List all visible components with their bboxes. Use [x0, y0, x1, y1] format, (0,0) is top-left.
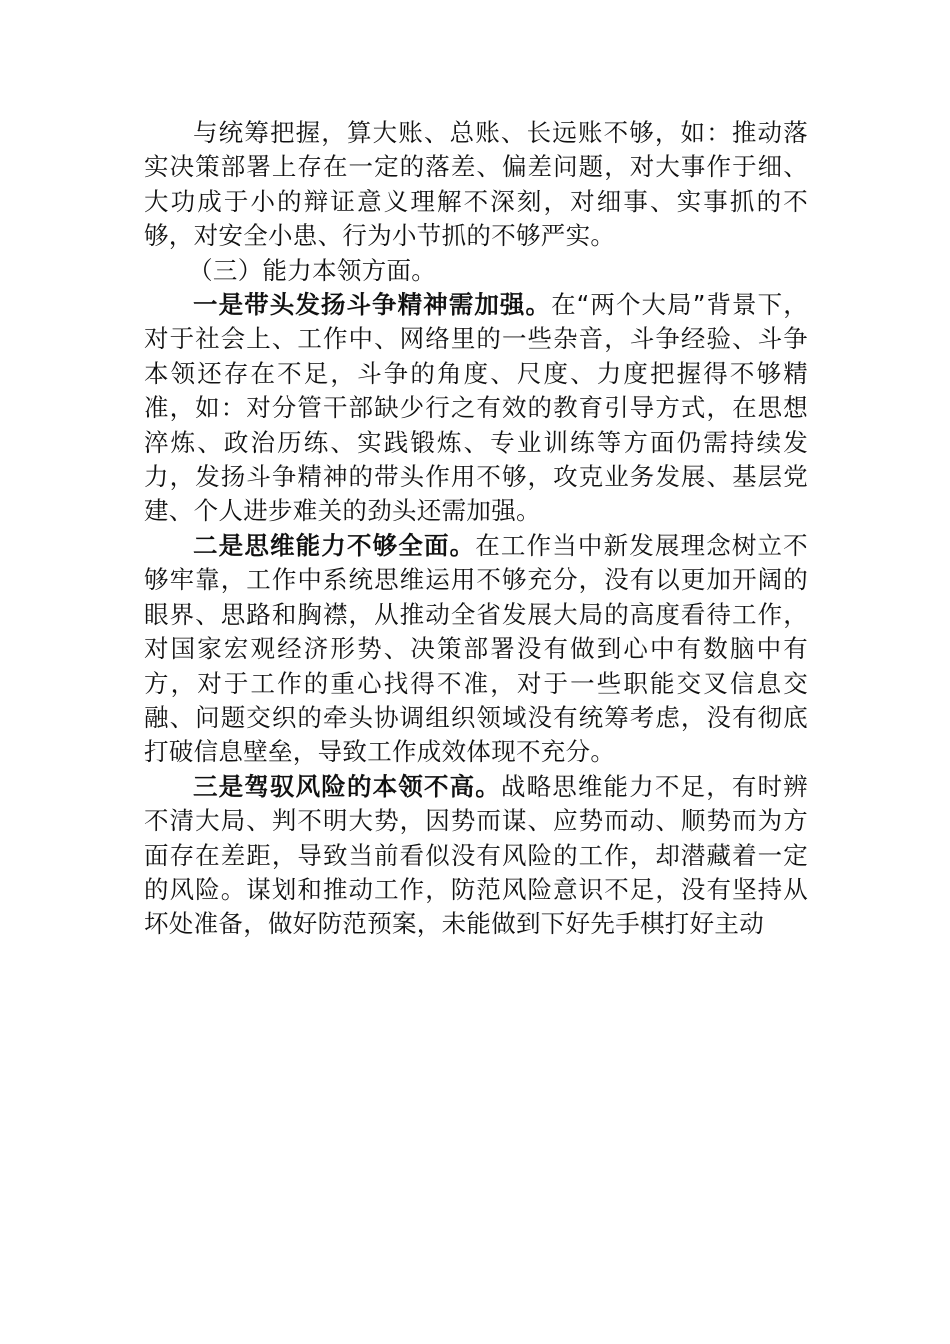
paragraph-thinking-ability	[144, 529, 808, 770]
paragraph-struggle-spirit	[144, 288, 808, 529]
section-heading-ability	[144, 254, 808, 288]
paragraph-text: 与统筹把握，算大账、总账、长远账不够，如：推动落实决策部署上存在一定的落差、偏差问题，对大事作于细、大功成于小的辩证意义理解不深刻，对细事、实事抓的不够，对安全小患、行为小节抓的不够严实。	[144, 118, 808, 251]
paragraph-continuation	[144, 116, 808, 254]
paragraph-lead: 一是带头发扬斗争精神需加强。	[193, 290, 552, 320]
paragraph-risk-control	[144, 770, 808, 942]
paragraph-lead: 二是思维能力不够全面。	[193, 530, 476, 560]
document-body	[144, 116, 808, 942]
paragraph-text: 战略思维能力不足，有时辨不清大局、判不明大势，因势而谋、应势而动、顺势而为方面存在差距，导致当前看似没有风险的工作，却潜藏着一定的风险。谋划和推动工作，防范风险意识不足，没有坚持从坏处准备，做好防范预案，未能做到下好先手棋打好主动	[144, 771, 808, 939]
paragraph-text: 在工作当中新发展理念树立不够牢靠，工作中系统思维运用不够充分，没有以更加开阔的眼界、思路和胸襟，从推动全省发展大局的高度看待工作，对国家宏观经济形势、决策部署没有做到心中有数脑中有方，对于工作的重心找得不准，对于一些职能交叉信息交融、问题交织的牵头协调组织领域没有统筹考虑，没有彻底打破信息壁垒，导致工作成效体现不充分。	[144, 530, 808, 767]
section-heading-text: （三）能力本领方面。	[188, 255, 437, 285]
paragraph-lead: 三是驾驭风险的本领不高。	[193, 771, 501, 801]
paragraph-text: 在“两个大局”背景下，对于社会上、工作中、网络里的一些杂音，斗争经验、斗争本领还存在不足，斗争的角度、尺度、力度把握得不够精准，如：对分管干部缺少行之有效的教育引导方式，在思想淬炼、政治历练、实践锻炼、专业训练等方面仍需持续发力，发扬斗争精神的带头作用不够，攻克业务发展、基层党建、个人进步难关的劲头还需加强。	[144, 290, 809, 526]
